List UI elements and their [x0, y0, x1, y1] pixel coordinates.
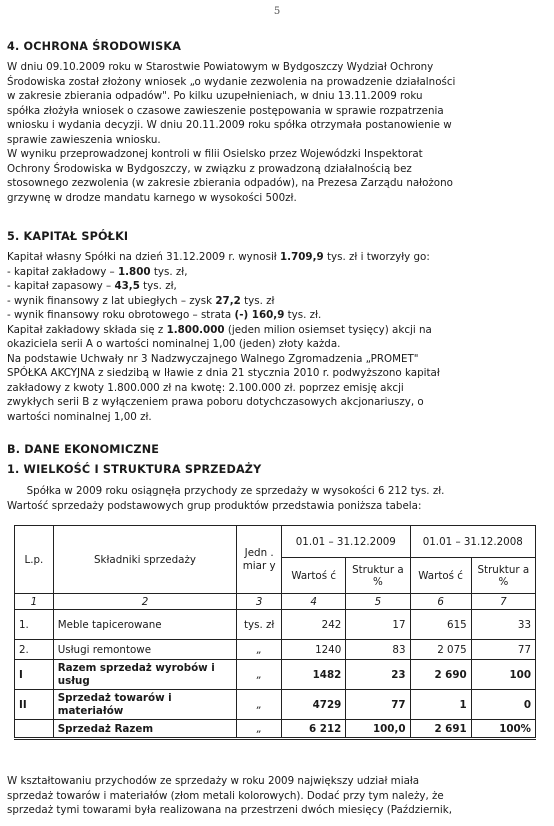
cell-structure-2008: 100% [471, 720, 535, 739]
table-total-row [15, 720, 536, 739]
footer-paragraph [7, 774, 545, 818]
table-row [15, 690, 536, 720]
bold-value: 1.800 [117, 265, 151, 278]
text-line: Ochrony Środowiska w Bydgoszczy, w związku z prowadzoną działalnością bez [7, 162, 412, 175]
cell-name: Meble tapicerowane [53, 610, 237, 640]
section-5-body [7, 250, 545, 424]
text-line: sprzedaż tymi towarami była realizowana na przestrzeni dwóch miesięcy (Październik, [7, 804, 453, 816]
text-run: - wynik finansowy roku obrotowego – strata [7, 309, 235, 321]
text-line: grzywnę w drodze mandatu karnego w wysokości 500zł. [7, 191, 297, 204]
header-skladniki: Składniki sprzedaży [53, 526, 237, 594]
bold-value: 1.800.000 [166, 323, 225, 336]
cell-value-2009: 1240 [282, 640, 346, 660]
cell-value-2009: 242 [282, 610, 346, 640]
text-run: - kapitał zapasowy – [7, 280, 115, 292]
column-number: 1 [15, 594, 54, 610]
cell-structure-2008: 33 [471, 610, 535, 640]
cell-value-2008: 1 [410, 690, 471, 720]
column-number: 5 [346, 594, 410, 610]
table-row [15, 610, 536, 640]
section-4-body [7, 60, 545, 205]
header-period-2008: 01.01 – 31.12.2008 [410, 526, 535, 558]
text-line [7, 250, 545, 265]
header-structure: Struktur a % [471, 558, 535, 594]
text-line: spółka złożyła wniosek o czasowe zawieszenie postępowania w sprawie rozpatrzenia [7, 104, 444, 117]
column-number: 7 [471, 594, 535, 610]
text-line: W dniu 09.10.2009 roku w Starostwie Powiatowym w Bydgoszczy Wydział Ochrony [7, 61, 434, 73]
bold-value: 1.709,9 [280, 251, 324, 263]
cell-structure-2008: 77 [471, 640, 535, 660]
cell-structure-2009: 77 [346, 690, 410, 720]
cell-structure-2009: 17 [346, 610, 410, 640]
text-run: tys. zł. [284, 309, 322, 321]
cell-unit: tys. zł [237, 610, 282, 640]
cell-structure-2009: 23 [346, 660, 410, 690]
cell-value-2008: 615 [410, 610, 471, 640]
bold-value: (-) 160,9 [234, 309, 285, 321]
text-line: SPÓŁKA AKCYJNA z siedzibą w Iławie z dnia 21 stycznia 2010 r. podwyższono kapitał [7, 367, 440, 379]
cell-unit: „ [237, 640, 282, 660]
text-line: zakładowy z kwoty 1.800.000 zł na kwotę: 2.100.000 zł. poprzez emisję akcji [7, 381, 404, 394]
text-line: zwykłych serii B z wyłączeniem prawa poboru dotychczasowych akcjonariuszy, o [7, 396, 424, 408]
section-b-body [7, 484, 545, 513]
text-line [7, 323, 545, 338]
column-number: 2 [53, 594, 237, 610]
section-5-heading: 5. KAPITAŁ SPÓŁKI [7, 230, 129, 243]
header-value: Wartoś ć [282, 558, 346, 594]
cell-structure-2009: 83 [346, 640, 410, 660]
cell-structure-2009: 100,0 [346, 720, 410, 739]
list-item [7, 279, 545, 294]
column-number: 3 [237, 594, 282, 610]
cell-value-2009: 1482 [282, 660, 346, 690]
text-line: Na podstawie Uchwały nr 3 Nadzwyczajnego Walnego Zgromadzenia „PROMET" [7, 352, 419, 365]
cell-name: Razem sprzedaż wyrobów i usług [53, 660, 237, 690]
cell-unit: „ [237, 660, 282, 690]
header-unit: Jedn . miar y [237, 526, 282, 594]
header-period-2009: 01.01 – 31.12.2009 [282, 526, 410, 558]
text-run: tys. zł i tworzyły go: [323, 251, 430, 263]
header-lp: L.p. [15, 526, 54, 594]
cell-name: Sprzedaż towarów i materiałów [53, 690, 237, 720]
text-line: W wyniku przeprowadzonej kontroli w filii Osielsko przez Wojewódzki Inspektorat [7, 148, 423, 160]
header-value: Wartoś ć [410, 558, 471, 594]
text-line: stosownego zezwolenia (w zakresie zbierania odpadów), na Prezesa Zarządu nałożono [7, 177, 453, 189]
cell-name: Usługi remontowe [53, 640, 237, 660]
text-run: - wynik finansowy z lat ubiegłych – zysk [7, 294, 216, 307]
section-b-heading: B. DANE EKONOMICZNE [7, 443, 160, 456]
text-run: tys. zł, [139, 280, 177, 292]
cell-value-2009: 4729 [282, 690, 346, 720]
list-item [7, 308, 545, 323]
cell-value-2008: 2 690 [410, 660, 471, 690]
text-line: w zakresie zbierania odpadów". Po kilku uzupełnieniach, w dniu 13.11.2009 roku [7, 90, 423, 102]
text-line: wartości nominalnej 1,00 zł. [7, 410, 152, 423]
text-line: sprawie zawieszenia wniosku. [7, 133, 161, 146]
cell-lp: I [15, 660, 54, 690]
cell-lp: II [15, 690, 54, 720]
bold-value: 27,2 [215, 294, 241, 307]
cell-value-2008: 2 691 [410, 720, 471, 739]
text-run: Kapitał zakładowy składa się z [7, 323, 167, 336]
table-header-row [15, 526, 536, 558]
list-item [7, 294, 545, 309]
text-line: wniosku i wydania decyzji. W dniu 20.11.2009 roku spółka otrzymała postanowienie w [7, 119, 452, 131]
cell-unit: „ [237, 720, 282, 739]
section-4-heading: 4. OCHRONA ŚRODOWISKA [7, 40, 182, 53]
cell-value-2009: 6 212 [282, 720, 346, 739]
text-run: tys. zł [240, 294, 275, 307]
sales-table [14, 525, 536, 740]
cell-lp: 2. [15, 640, 54, 660]
list-item [7, 265, 545, 280]
column-number: 6 [410, 594, 471, 610]
column-number: 4 [282, 594, 346, 610]
text-line: sprzedaż towarów i materiałów (złom metali kolorowych). Dodać przy tym należy, że [7, 789, 444, 802]
cell-name: Sprzedaż Razem [53, 720, 237, 739]
page-number: 5 [273, 6, 281, 17]
table-row [15, 640, 536, 660]
cell-lp [15, 720, 54, 739]
cell-value-2008: 2 075 [410, 640, 471, 660]
table-row [15, 660, 536, 690]
text-line: Środowiska został złożony wniosek „o wydanie zezwolenia na prowadzenie działalności [7, 75, 456, 88]
text-run: Kapitał własny Spółki na dzień 31.12.2009 r. wynosił [7, 251, 281, 263]
column-number-row [15, 594, 536, 610]
text-run: (jeden milion osiemset tysięcy) akcji na [224, 323, 432, 336]
section-b1-heading: 1. WIELKOŚĆ I STRUKTURA SPRZEDAŻY [7, 463, 262, 476]
text-line: Spółka w 2009 roku osiągnęła przychody ze sprzedaży w wysokości 6 212 tys. zł. [7, 485, 445, 497]
bold-value: 43,5 [114, 280, 140, 292]
text-run: - kapitał zakładowy – [7, 265, 118, 278]
cell-lp: 1. [15, 610, 54, 640]
cell-structure-2008: 100 [471, 660, 535, 690]
text-run: tys. zł, [150, 265, 188, 278]
cell-unit: „ [237, 690, 282, 720]
text-line: okaziciela serii A o wartości nominalnej 1,00 (jeden) złoty każda. [7, 338, 341, 350]
cell-structure-2008: 0 [471, 690, 535, 720]
text-line: Wartość sprzedaży podstawowych grup produktów przedstawia poniższa tabela: [7, 499, 422, 512]
text-line: W kształtowaniu przychodów ze sprzedaży w roku 2009 największy udział miała [7, 775, 420, 787]
header-structure: Struktur a % [346, 558, 410, 594]
